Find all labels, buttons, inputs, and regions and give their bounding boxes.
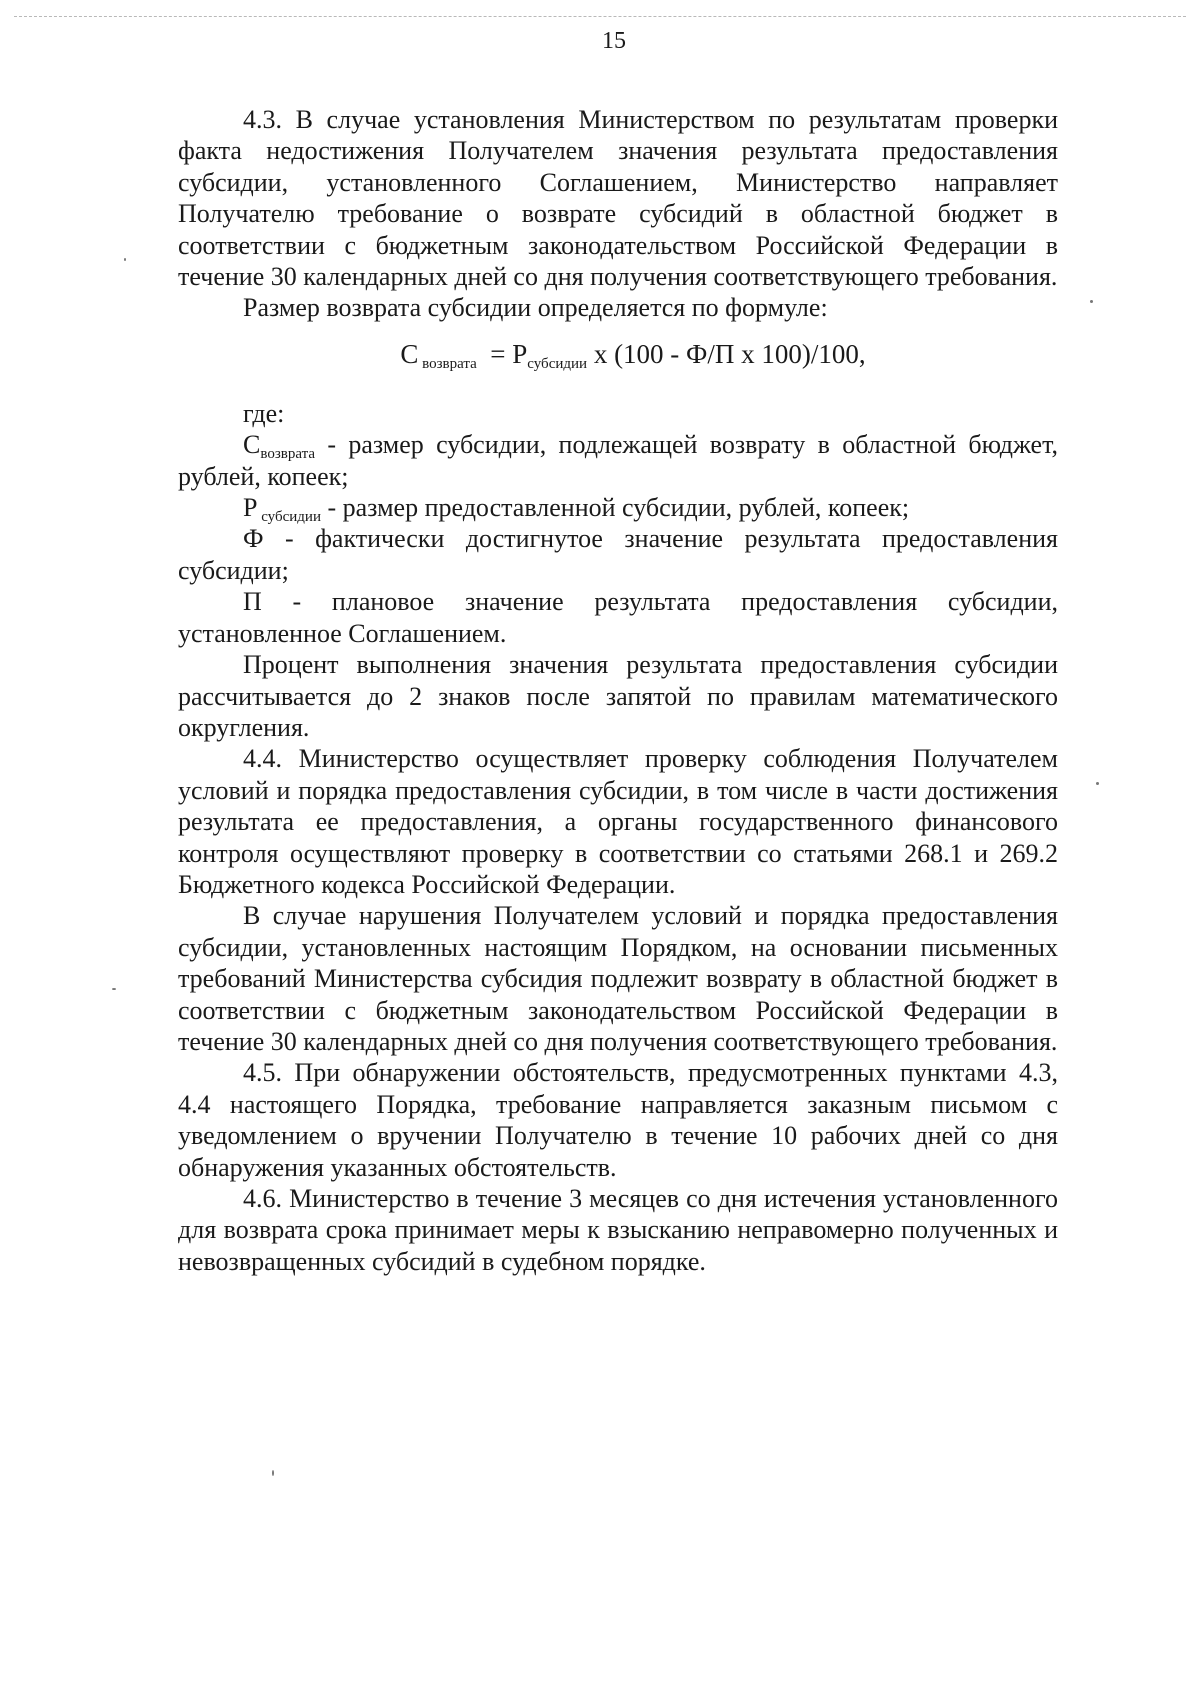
paragraph-4-5: 4.5. При обнаружении обстоятельств, предусмотренных пунктами 4.3, 4.4 настоящего Порядка, требование направляется заказным письмом с уведомлением о вручении Получателю в течение 10 рабочих дней со дня обнаружения указанных обстоятельств. <box>178 1058 1058 1182</box>
definition-p-subscript: субсидии <box>261 509 321 526</box>
definition-p <box>178 492 1058 526</box>
paragraph-4-6: 4.6. Министерство в течение 3 месяцев со дня истечения установленного для возврата срока принимает меры к взысканию неправомерно полученных и невозвращенных субсидий в судебном порядке. <box>178 1184 1058 1276</box>
formula <box>178 334 1058 374</box>
formula-c-letter: С <box>400 338 419 369</box>
definition-c-subscript: возврата <box>260 446 315 463</box>
definition-c-letter: С <box>243 430 261 460</box>
paragraph-4-3: 4.3. В случае установления Министерством по результатам проверки факта недостижения Получателем значения результата предоставления субсидии, установленного Соглашением, Министерство направляет Получателю требование о возврате субсидий в областной бюджет в соответствии с бюджетным законодательством Российской Федерации в течение 30 календарных дней со дня получения соответствующего требования. <box>178 105 1058 292</box>
formula-c-subscript: возврата <box>422 355 477 372</box>
where-label: где: <box>243 398 285 428</box>
scan-speck <box>272 1470 274 1476</box>
paragraph-4-4: 4.4. Министерство осуществляет проверку соблюдения Получателем условий и порядка предоставления субсидии, в том числе в части достижения результата ее предоставления, а органы государственного финансового контроля осуществляют проверку в соответствии со статьями 268.1 и 269.2 Бюджетного кодекса Российской Федерации. <box>178 744 1058 899</box>
formula-equals: = <box>490 338 506 369</box>
definition-c <box>178 429 1058 492</box>
document-body <box>178 104 1058 1277</box>
scan-speck <box>1090 300 1093 303</box>
paragraph-percent: Процент выполнения значения результата предоставления субсидии рассчитывается до 2 знаков после запятой по правилам математического округления. <box>178 650 1058 742</box>
definition-c-text: - размер субсидии, подлежащей возврату в областной бюджет, рублей, копеек; <box>178 430 1059 491</box>
scan-edge-line <box>14 16 1186 17</box>
definition-plan: П - плановое значение результата предоставления субсидии, установленное Соглашением. <box>178 587 1058 648</box>
formula-rest: х (100 - Ф/П х 100)/100, <box>593 338 866 369</box>
page-number: 15 <box>602 28 626 54</box>
definition-p-letter: Р <box>243 493 258 523</box>
formula-intro: Размер возврата субсидии определяется по формуле: <box>243 293 828 323</box>
formula-p-subscript: субсидии <box>527 355 588 372</box>
formula-p-letter: Р <box>512 338 528 369</box>
definition-f: Ф - фактически достигнутое значение результата предоставления субсидии; <box>178 524 1058 585</box>
scan-speck <box>1096 782 1099 785</box>
scan-speck <box>124 258 126 261</box>
scan-speck <box>112 988 116 990</box>
paragraph-violation: В случае нарушения Получателем условий и порядка предоставления субсидии, установленных настоящим Порядком, на основании письменных требований Министерства субсидия подлежит возврату в областной бюджет в соответствии с бюджетным законодательством Российской Федерации в течение 30 календарных дней со дня получения соответствующего требования. <box>178 901 1058 1056</box>
definition-p-text: - размер предоставленной субсидии, рублей, копеек; <box>327 493 910 523</box>
